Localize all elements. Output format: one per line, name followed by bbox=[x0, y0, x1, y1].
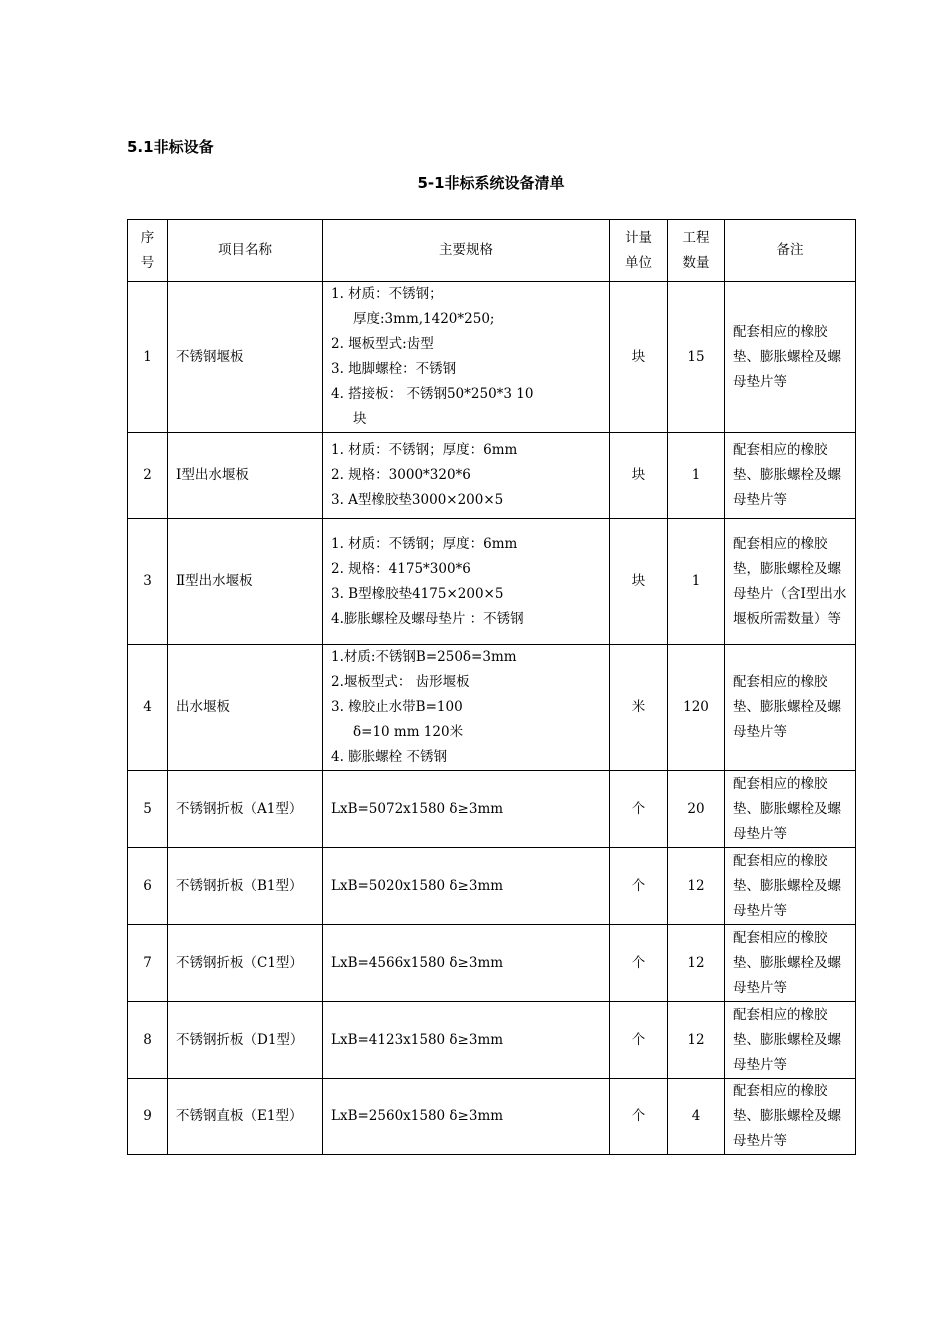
cell-qty: 120 bbox=[668, 645, 725, 771]
cell-name: 出水堰板 bbox=[168, 645, 323, 771]
cell-note: 配套相应的橡胶垫、膨胀螺栓及螺母垫片等 bbox=[725, 848, 856, 925]
cell-unit: 个 bbox=[610, 1002, 668, 1079]
cell-qty: 1 bbox=[668, 519, 725, 645]
table-row bbox=[128, 1079, 856, 1155]
cell-note: 配套相应的橡胶垫、膨胀螺栓及螺母垫片等 bbox=[725, 645, 856, 771]
cell-spec bbox=[323, 925, 610, 1002]
cell-seq: 2 bbox=[128, 433, 168, 519]
spec-line: 1. 材质：不锈钢；厚度：6mm bbox=[331, 442, 518, 458]
header-seq-line: 序 bbox=[140, 229, 155, 246]
spec-line: LxB=5020x1580 δ≥3mm bbox=[331, 877, 504, 894]
cell-note: 配套相应的橡胶垫，膨胀螺栓及螺母垫片（含Ⅰ型出水堰板所需数量）等 bbox=[725, 519, 856, 645]
cell-spec bbox=[323, 848, 610, 925]
cell-spec bbox=[323, 282, 610, 433]
spec-line: 3. A型橡胶垫3000×200×5 bbox=[331, 492, 504, 508]
cell-spec bbox=[323, 1079, 610, 1155]
spec-line: 1. 材质：不锈钢； bbox=[331, 286, 443, 302]
table-row bbox=[128, 519, 856, 645]
cell-name: 不锈钢折板（A1型） bbox=[168, 771, 323, 848]
cell-spec bbox=[323, 519, 610, 645]
table-caption: 5-1非标系统设备清单 bbox=[417, 174, 565, 192]
cell-unit: 米 bbox=[610, 645, 668, 771]
header-seq-line: 号 bbox=[140, 254, 155, 271]
cell-name: 不锈钢堰板 bbox=[168, 282, 323, 433]
header-note-line: 备注 bbox=[776, 242, 804, 258]
spec-line: 2.堰板型式： 齿形堰板 bbox=[331, 674, 470, 690]
table-row bbox=[128, 848, 856, 925]
cell-unit: 个 bbox=[610, 771, 668, 848]
cell-name: Ⅰ型出水堰板 bbox=[168, 433, 323, 519]
table-row bbox=[128, 282, 856, 433]
cell-qty: 1 bbox=[668, 433, 725, 519]
header-qty bbox=[668, 220, 725, 282]
spec-line: 2. 规格：4175*300*6 bbox=[331, 560, 471, 577]
header-name-line: 项目名称 bbox=[218, 242, 272, 258]
table-row bbox=[128, 645, 856, 771]
cell-spec bbox=[323, 771, 610, 848]
cell-qty: 15 bbox=[668, 282, 725, 433]
table-row bbox=[128, 771, 856, 848]
spec-line: 2. 规格：3000*320*6 bbox=[331, 467, 471, 483]
spec-line: 3. B型橡胶垫4175×200×5 bbox=[331, 585, 504, 602]
spec-line: 厚度:3mm,1420*250; bbox=[353, 311, 495, 327]
spec-line: 1. 材质：不锈钢；厚度：6mm bbox=[331, 535, 518, 552]
cell-seq: 8 bbox=[128, 1002, 168, 1079]
header-unit-line: 计量 bbox=[625, 229, 652, 246]
spec-line: 4.膨胀螺栓及螺母垫片 ：不锈钢 bbox=[331, 610, 524, 627]
cell-qty: 12 bbox=[668, 848, 725, 925]
spec-line: 2. 堰板型式:齿型 bbox=[331, 336, 434, 352]
section-heading: 5.1非标设备 bbox=[127, 138, 214, 156]
cell-unit: 个 bbox=[610, 848, 668, 925]
table-row bbox=[128, 1002, 856, 1079]
equipment-table bbox=[127, 219, 856, 1155]
spec-line: 块 bbox=[353, 411, 367, 427]
spec-line: 1.材质:不锈钢B=250δ=3mm bbox=[331, 649, 517, 665]
cell-seq: 1 bbox=[128, 282, 168, 433]
cell-spec bbox=[323, 433, 610, 519]
header-qty-line: 数量 bbox=[682, 254, 710, 271]
table-header-row bbox=[128, 220, 856, 282]
header-seq bbox=[128, 220, 168, 282]
cell-qty: 4 bbox=[668, 1079, 725, 1155]
header-unit bbox=[610, 220, 668, 282]
cell-name: 不锈钢直板（E1型） bbox=[168, 1079, 323, 1155]
cell-qty: 12 bbox=[668, 925, 725, 1002]
spec-line: δ=10 mm 120米 bbox=[353, 724, 464, 740]
spec-line: 4. 膨胀螺栓 不锈钢 bbox=[331, 749, 447, 765]
cell-name: 不锈钢折板（B1型） bbox=[168, 848, 323, 925]
cell-name: 不锈钢折板（D1型） bbox=[168, 1002, 323, 1079]
spec-line: LxB=5072x1580 δ≥3mm bbox=[331, 800, 504, 817]
header-name bbox=[168, 220, 323, 282]
cell-spec bbox=[323, 1002, 610, 1079]
cell-unit: 个 bbox=[610, 925, 668, 1002]
spec-line: 4. 搭接板： 不锈钢50*250*3 10 bbox=[331, 386, 534, 402]
spec-line: 3. 地脚螺栓：不锈钢 bbox=[331, 361, 457, 377]
cell-seq: 6 bbox=[128, 848, 168, 925]
spec-line: LxB=2560x1580 δ≥3mm bbox=[331, 1108, 504, 1124]
cell-note: 配套相应的橡胶垫、膨胀螺栓及螺母垫片等 bbox=[725, 433, 856, 519]
spec-line: LxB=4566x1580 δ≥3mm bbox=[331, 954, 504, 971]
cell-name: Ⅱ型出水堰板 bbox=[168, 519, 323, 645]
cell-qty: 12 bbox=[668, 1002, 725, 1079]
cell-seq: 5 bbox=[128, 771, 168, 848]
header-qty-line: 工程 bbox=[682, 229, 710, 246]
cell-seq: 4 bbox=[128, 645, 168, 771]
cell-note: 配套相应的橡胶垫、膨胀螺栓及螺母垫片等 bbox=[725, 925, 856, 1002]
cell-seq: 9 bbox=[128, 1079, 168, 1155]
cell-note: 配套相应的橡胶垫、膨胀螺栓及螺母垫片等 bbox=[725, 282, 856, 433]
cell-seq: 7 bbox=[128, 925, 168, 1002]
cell-unit: 个 bbox=[610, 1079, 668, 1155]
cell-unit: 块 bbox=[610, 433, 668, 519]
spec-line: LxB=4123x1580 δ≥3mm bbox=[331, 1031, 504, 1048]
header-spec-line: 主要规格 bbox=[439, 242, 493, 258]
cell-unit: 块 bbox=[610, 282, 668, 433]
spec-line: 3. 橡胶止水带B=100 bbox=[331, 699, 463, 715]
cell-qty: 20 bbox=[668, 771, 725, 848]
header-spec bbox=[323, 220, 610, 282]
cell-name: 不锈钢折板（C1型） bbox=[168, 925, 323, 1002]
header-note bbox=[725, 220, 856, 282]
table-row bbox=[128, 433, 856, 519]
cell-seq: 3 bbox=[128, 519, 168, 645]
cell-note: 配套相应的橡胶垫、膨胀螺栓及螺母垫片等 bbox=[725, 1002, 856, 1079]
cell-note: 配套相应的橡胶垫、膨胀螺栓及螺母垫片等 bbox=[725, 771, 856, 848]
table-row bbox=[128, 925, 856, 1002]
cell-unit: 块 bbox=[610, 519, 668, 645]
header-unit-line: 单位 bbox=[625, 254, 652, 271]
cell-spec bbox=[323, 645, 610, 771]
cell-note: 配套相应的橡胶垫、膨胀螺栓及螺母垫片等 bbox=[725, 1079, 856, 1155]
